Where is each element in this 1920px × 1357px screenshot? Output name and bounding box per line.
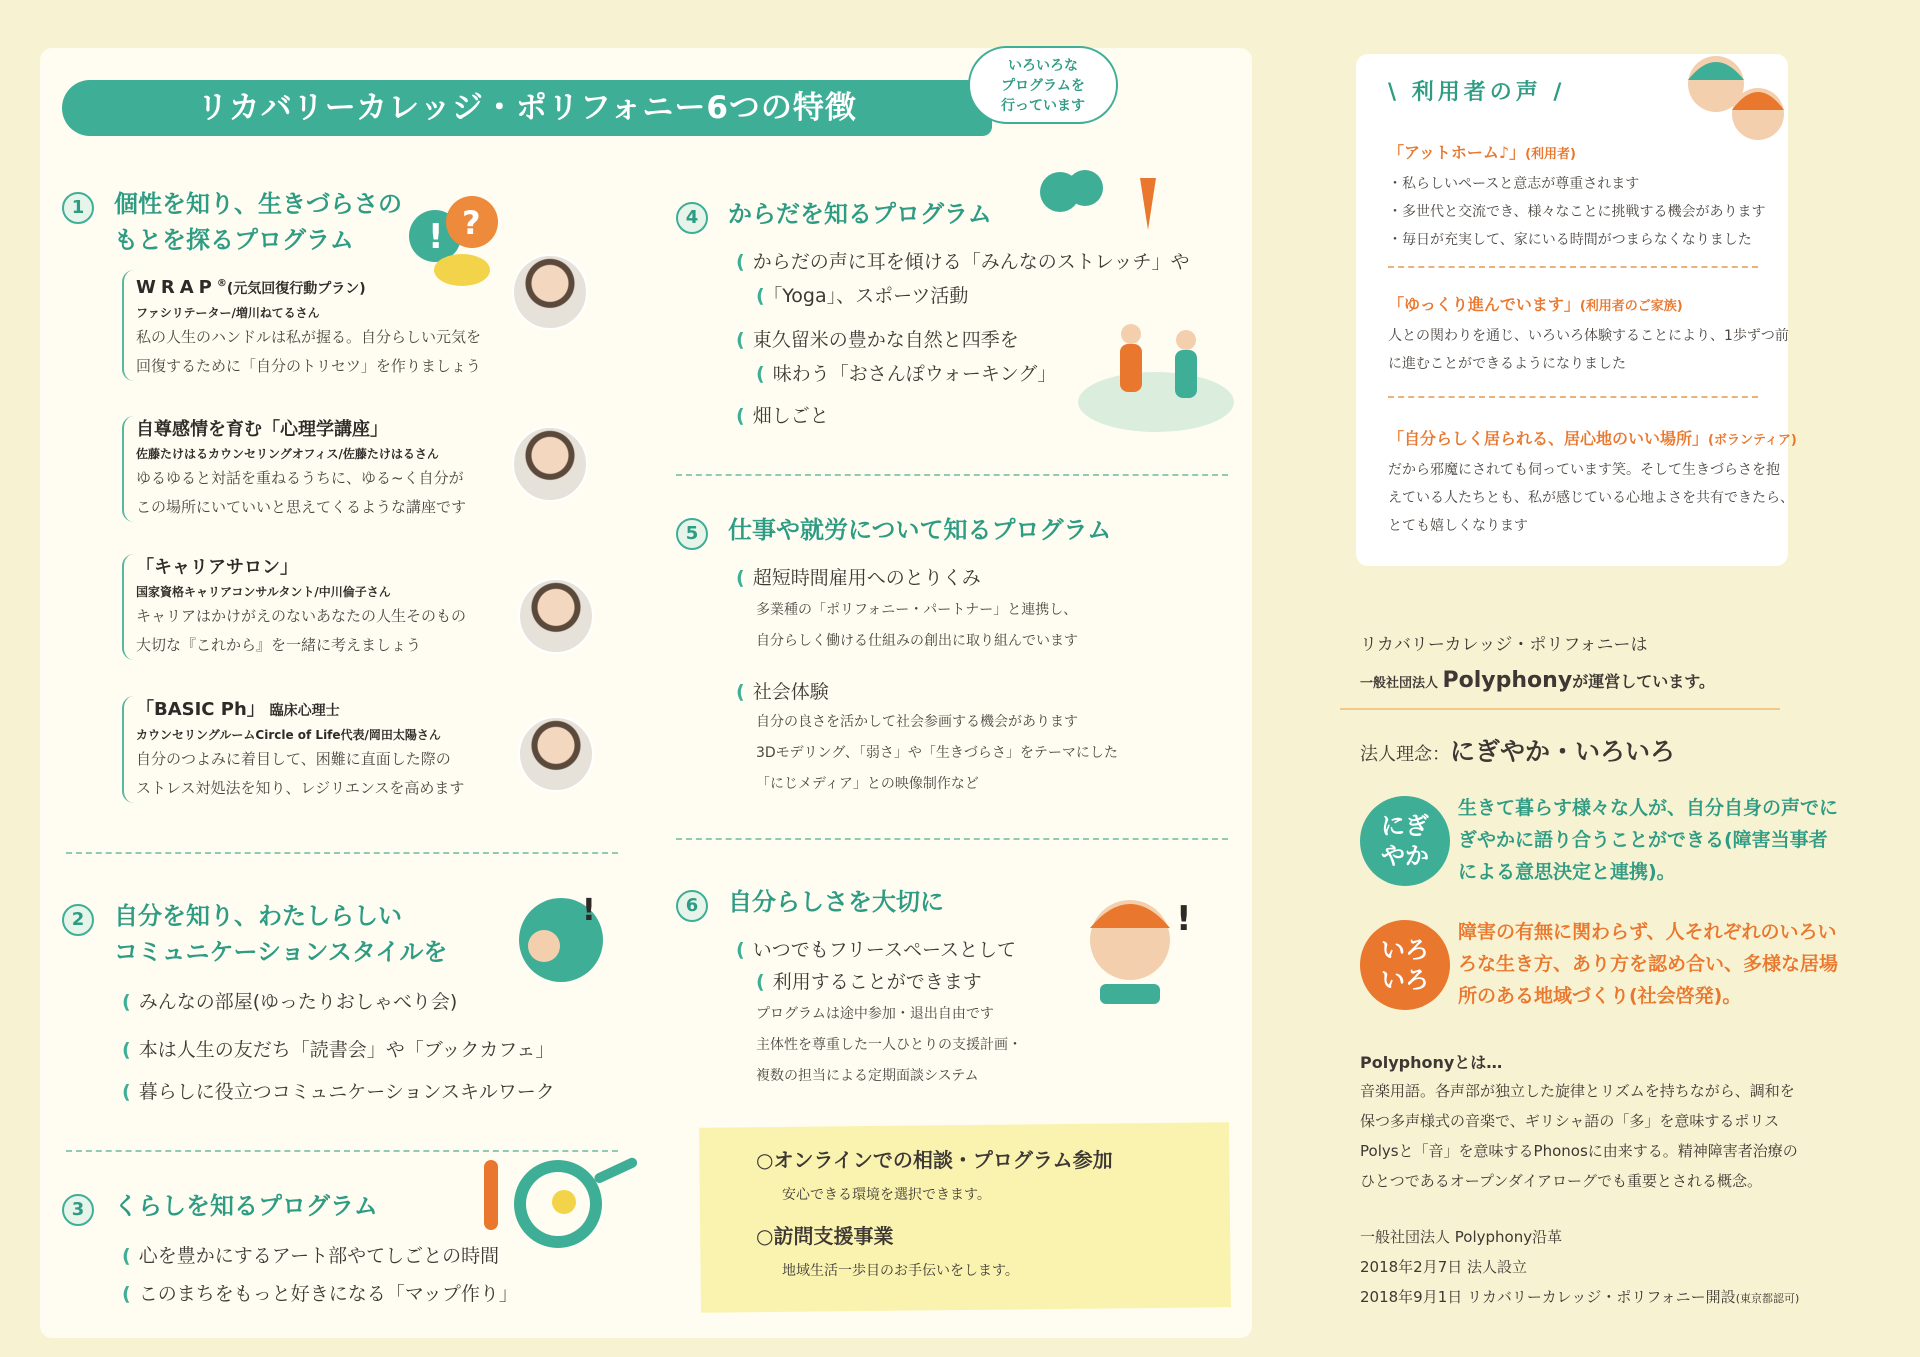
section-title: からだを知るプログラム [728,200,992,228]
service-title: ○訪問支援事業 [756,1224,894,1248]
section-title: くらしを知るプログラム [114,1192,378,1220]
list-item: ( 東久留米の豊かな自然と四季を [736,324,1019,356]
program-person: カウンセリングルームCircle of Life代表/岡田太陽さん [136,728,441,742]
item-desc: 3Dモデリング、「弱さ」や「生きづらさ」をテーマにした [756,745,1118,761]
divider [1388,396,1758,398]
section-number: 2 [62,904,94,936]
program-desc: 自分のつよみに着目して、困難に直面した際の [136,750,451,768]
section-title: 自分を知り、わたしらしい コミュニケーションスタイルを [114,902,448,966]
history-row-text: 2018年9月1日 リカバリーカレッジ・ポリフォニー開設 [1360,1288,1736,1306]
list-item-continued: ( 利用することができます [756,966,982,998]
program-title-text: 「BASIC Ph」 [136,699,265,720]
item-desc: 「にじメディア」との映像制作など [756,776,979,792]
program-person: ファシリテーター/増川ねてるさん [136,306,320,320]
career-program [122,554,552,660]
item-desc: 自分らしく働ける仕組みの創出に取り組んでいます [756,633,1078,649]
instructor-photo [518,716,594,792]
section-3-heading [62,1188,378,1226]
list-item-continued: ( 味わう「おさんぽウォーキング」 [756,358,1056,390]
psychology-program [122,416,552,522]
voice-body: ・私らしいペースと意志が尊重されます ・多世代と交流でき、様々なことに挑戦する機会があります ・毎日が充実して、家にいる時間がつまらなくなりました [1388,176,1766,248]
nigiyaka-badge: にぎ やか [1360,796,1450,886]
divider [676,474,1228,476]
service-title: ○オンラインでの相談・プログラム参加 [756,1148,1113,1172]
list-item: ( 本は人生の友だち「読書会」や「ブックカフェ」 [122,1034,554,1066]
wrap-program [122,270,552,381]
list-item: ( いつでもフリースペースとして [736,934,1016,966]
list-item: ( 超短時間雇用へのとりくみ [736,562,981,594]
service-desc: 安心できる環境を選択できます。 [782,1187,991,1203]
history-row-note: (東京都認可) [1735,1292,1800,1305]
svg-text:!: ! [582,893,596,928]
instructor-photo [512,426,588,502]
quote-who: (利用者のご家族) [1579,299,1683,314]
voice-quote [1388,140,1576,163]
program-desc: この場所にいていいと思えてくるような講座です [136,498,467,516]
quote-who: (ボランティア) [1708,433,1797,448]
section-number: 3 [62,1194,94,1226]
people-faces-icon [1676,44,1796,164]
quote-text: 「自分らしく居られる、居心地のいい場所」 [1388,429,1709,448]
nigiyaka-text: 生きて暮らす様々な人が、自分自身の声でに ぎやかに語り合うことができる(障害当事者 による意思決定と連携)。 [1458,797,1839,883]
quote-text: 「ゆっくり進んでいます」 [1388,295,1580,314]
list-item: ( 社会体験 [736,676,829,708]
divider [1388,266,1758,268]
svg-text:!: ! [428,217,444,257]
item-desc: 多業種の「ポリフォニー・パートナー」と連携し、 [756,602,1078,618]
section-4-heading [676,196,992,234]
program-person: 国家資格キャリアコンサルタント/中川倫子さん [136,585,391,599]
program-desc: ゆるゆると対話を重ねるうちに、ゆる~く自分が [136,469,464,487]
history-row [1360,1286,1799,1307]
voice-quote [1388,292,1683,315]
svg-text:!: ! [1176,899,1192,939]
item-desc: 自分の良さを活かして社会参画する機会があります [756,714,1078,730]
philosophy-value: にぎやか・いろいろ [1450,737,1676,766]
history-row: 2018年2月7日 法人設立 [1360,1258,1528,1276]
history-heading: 一般社団法人 Polyphony沿革 [1360,1228,1563,1246]
program-title: 自尊感情を育む「心理学講座」 [136,419,388,440]
program-subtitle: (元気回復行動プラン) [226,281,366,297]
voice-body: だから邪魔にされても伺っています笑。そして生きづらさを抱 えている人たちとも、私が感じている心地よさを共有できたら、 とても嬉しくなります [1388,462,1794,534]
divider [676,838,1228,840]
registered-mark: ® [216,278,227,289]
org-operator-rest: が運営しています。 [1572,672,1715,691]
quote-text: 「アットホーム♪」 [1388,143,1526,162]
item-desc: 主体性を尊重した一人ひとりの支援計画・ [756,1037,1022,1053]
iroiro-badge: いろ いろ [1360,920,1450,1010]
section-1-heading [62,186,402,258]
item-desc: プログラムは途中参加・退出自由です [756,1006,994,1022]
section-5-heading [676,512,1111,550]
org-type: 一般社団法人 [1360,676,1443,691]
polyphony-body: 音楽用語。各声部が独立した旋律とリズムを持ちながら、調和を 保つ多声様式の音楽で、ギリシャ語の「多」を意味するポリス Polysと「音」を意味するPhonosに由来する。精神障害者治療の ひとつであるオープンダイアローグでも重要とされる概念。 [1360,1082,1798,1190]
voice-quote [1388,426,1797,449]
section-2-heading [62,898,447,970]
list-item: ( みんなの部屋(ゆったりおしゃべり会) [122,986,457,1018]
cooking-pan-icon [478,1142,648,1272]
list-item: ( 畑しごと [736,400,829,432]
quote-who: (利用者) [1525,147,1576,162]
list-item: ( このまちをもっと好きになる「マップ作り」 [122,1278,518,1310]
vegetables-icon [1030,166,1180,236]
polyphony-heading: Polyphonyとは… [1360,1053,1503,1072]
section-number: 6 [676,890,708,922]
instructor-photo [518,578,594,654]
program-subtitle: 臨床心理士 [264,703,340,719]
section-title: 仕事や就労について知るプログラム [728,516,1112,544]
section-title: 個性を知り、生きづらさの もとを探るプログラム [114,190,402,254]
section-number: 5 [676,518,708,550]
divider [1340,708,1780,710]
program-desc: 回復するために「自分のトリセツ」を作りましょう [136,357,481,375]
section-number: 4 [676,202,708,234]
list-item: ( 心を豊かにするアート部やてしごとの時間 [122,1240,499,1272]
basic-ph-program [122,696,562,803]
program-desc: 私の人生のハンドルは私が握る。自分らしい元気を [136,328,482,346]
program-desc: 大切な『これから』を一緒に考えましょう [136,636,422,654]
philosophy-label: 法人理念： [1360,744,1450,765]
list-item-continued: ( 「Yoga」、スポーツ活動 [756,280,968,312]
program-desc: キャリアはかけがえのないあなたの人生そのもの [136,607,467,625]
org-intro: リカバリーカレッジ・ポリフォニーは [1360,635,1648,655]
thinking-person-icon [506,880,606,1030]
org-operator [1360,668,1715,693]
program-title [136,270,552,303]
voice-body: 人との関わりを通じ、いろいろ体験することにより、1歩ずつ前 に進むことができるようになりました [1388,328,1789,372]
program-person: 佐藤たけはるカウンセリングオフィス/佐藤たけはるさん [136,447,439,461]
item-desc: 複数の担当による定期面談システム [756,1068,979,1084]
page-title: リカバリーカレッジ・ポリフォニー6つの特徴 [62,80,992,136]
service-desc: 地域生活一歩目のお手伝いをします。 [782,1263,1019,1279]
section-title: 自分らしさを大切に [728,888,944,916]
divider [66,852,618,854]
section-6-heading [676,884,944,922]
walking-people-icon [1076,312,1236,442]
philosophy [1360,732,1675,768]
idea-person-icon [1080,880,1210,1020]
program-title [136,696,562,725]
program-title-text: WRAP [136,277,217,298]
voices-title: \ 利用者の声 / [1388,80,1566,105]
org-name: Polyphony [1442,668,1573,693]
section-number: 1 [62,192,94,224]
speech-bubble: いろいろな プログラムを 行っています [968,46,1118,124]
instructor-photo [512,254,588,330]
program-title: 「キャリアサロン」 [136,557,298,578]
svg-text:?: ? [462,204,481,242]
list-item: ( からだの声に耳を傾ける「みんなのストレッチ」や [736,246,1190,278]
list-item: ( 暮らしに役立つコミュニケーションスキルワーク [122,1076,555,1108]
program-desc: ストレス対処法を知り、レジリエンスを高めます [136,779,465,797]
iroiro-text: 障害の有無に関わらず、人それぞれのいろい ろな生き方、あり方を認め合い、多様な居場 所のある地域づくり(社会啓発)。 [1458,921,1839,1007]
